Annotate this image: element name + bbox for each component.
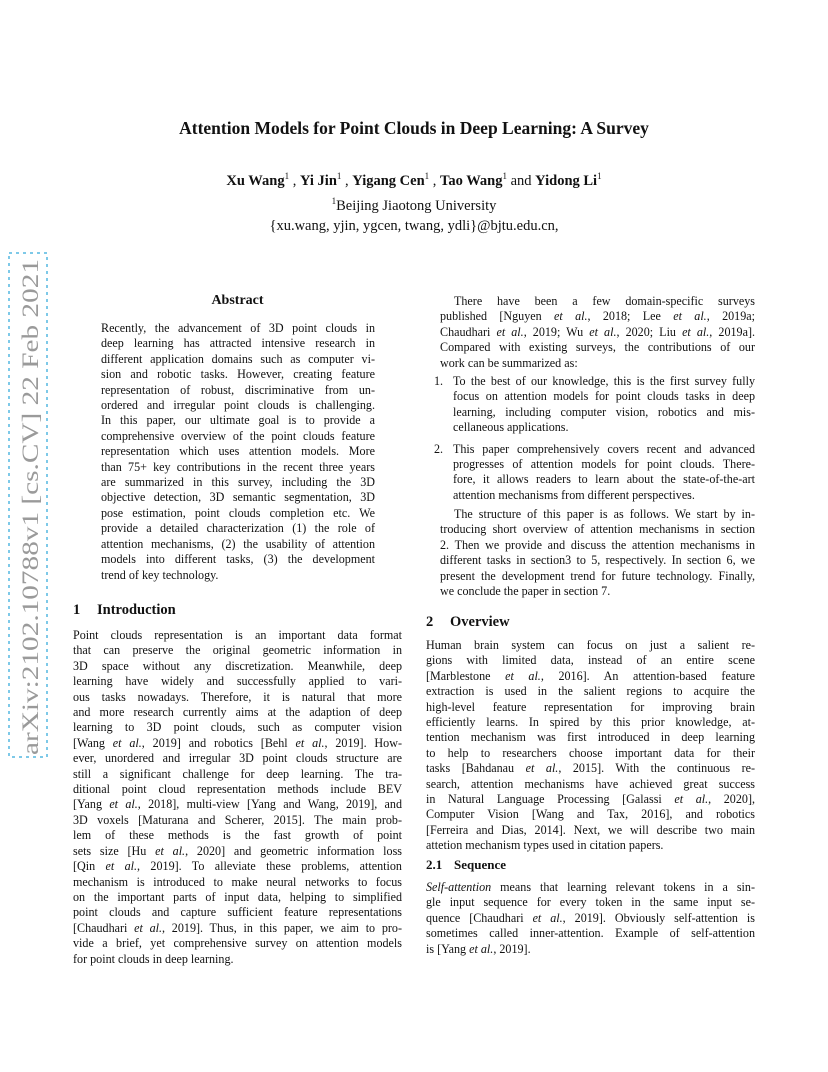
arxiv-stamp	[6, 250, 50, 760]
abstract-text: Recently, the advancement of 3D point clouds in deep learning has attracted intensive research in different application domains such as computer vi- sion and robotic tasks. However, creating feature representation of robust, discriminative from un- ordered and irregular point clouds is challenging. In this paper, our ultimate goal is to provide a comprehensive overview of the point clouds feature representation which uses attention models. More than 75+ key contributions in the recent three years are summarized in this survey, including the 3D objective detection, 3D semantic segmentation, 3D pose estimation, point clouds completion etc. We provide a detailed characterization (1) the role of attention mechanisms, (2) the usability of attention models into different tasks, (3) the development trend of key technology.	[101, 321, 375, 582]
contributions-list	[426, 374, 755, 509]
sequence-heading	[426, 857, 506, 873]
author-name: Yidong Li	[535, 173, 598, 189]
author-affiliation-marker: 1	[502, 171, 507, 181]
section-title: Introduction	[97, 602, 176, 618]
author-affiliation-marker: 1	[424, 171, 430, 181]
section-title: Overview	[450, 614, 510, 630]
abstract-heading: Abstract	[211, 293, 264, 308]
surveys-text: There have been a few domain-specific surveys published [Nguyen et al., 2018; Lee et al., 2019a; Chaudhari et al., 2019; Wu et al., 2020; Liu et al., 2019a]. Compared with existing surveys, the contributions of our work can be summarized as:	[440, 294, 755, 370]
list-item-text: This paper comprehensively covers recent and advanced progresses of attention models for point clouds. There- fore, it allows readers to learn about the state-of-the-art attention mechanisms from different perspectives.	[453, 441, 755, 502]
affiliation-marker: 1	[331, 196, 337, 206]
author-name: Yigang Cen	[352, 173, 425, 189]
list-item-number: 2.	[434, 441, 444, 456]
author-name: Yi Jin	[299, 173, 337, 189]
list-item-number: 1.	[434, 374, 444, 388]
subsection-title: Sequence	[454, 857, 506, 872]
section-number: 2	[426, 614, 434, 630]
introduction-heading	[73, 602, 176, 619]
author-separator: ,	[289, 173, 300, 189]
author-affiliation-marker: 1	[597, 171, 602, 181]
author-name: Tao Wang	[440, 173, 503, 189]
author-name: Xu Wang	[226, 173, 285, 189]
surveys-paragraph	[426, 294, 755, 371]
overview-heading	[426, 614, 510, 631]
sequence-text: Self-attention means that learning relevant tokens in a sin- gle input sequence for every token in the same input se- quence [Chaudhari et al., 2019]. Obviously self-attention is sometimes called inner-attention. Example of self-attention is [Yang et al., 2019].	[426, 880, 755, 956]
paper-title: Attention Models for Point Clouds in Deep Learning: A Survey	[179, 118, 649, 138]
author-separator: ,	[429, 173, 441, 189]
author-affiliation-marker: 1	[336, 171, 342, 181]
affiliation-name: Beijing Jiaotong University	[336, 198, 497, 214]
author-separator: and	[506, 173, 536, 189]
list-item	[426, 442, 755, 504]
stamp-text: arXiv:2102.10788v1 [cs.CV] 22 Feb 2021	[18, 356, 44, 755]
introduction-text: Point clouds representation is an important data format that can preserve the original geometric information in 3D space without any discretization. Meanwhile, deep learning have widely and successfully applied to vari- ous tasks nowadays. Therefore, it is natural that more and more research currently aims at the adaption of deep learning to 3D point clouds, such as computer vision [Wang et al., 2019] and robotics [Behl et al., 2019]. How- ever, unordered and irregular 3D point clouds structure are still a significant challenge for deep learning. The tra- ditional point cloud representation methods include BEV [Yang et al., 2018], multi-view [Yang and Wang, 2019], and 3D voxels [Maturana and Scherer, 2015]. The main prob- lem of these methods is the fast growth of point sets size [Hu et al., 2020] and geometric information loss [Qin et al., 2019]. To alleviate these problems, attention mechanism is introduced to make neural networks to focus on the important parts of input data, helping to simplified point clouds and capture sufficient feature representations [Chaudhari et al., 2019]. Thus, in this paper, we aim to pro- vide a brief, yet comprehensive survey on attention models for point clouds in deep learning.	[73, 628, 402, 966]
author-list	[0, 171, 828, 190]
section-number: 1	[73, 602, 81, 618]
list-item-text: To the best of our knowledge, this is the first survey fully focus on attention models for point clouds tasks in deep learning, including computer vision, robotics and mis- cellaneous applications.	[453, 374, 755, 435]
author-separator: ,	[341, 173, 353, 189]
structure-paragraph	[426, 507, 755, 599]
author-emails: {xu.wang, yjin, ygcen, twang, ydli}@bjtu.edu.cn,	[269, 218, 559, 234]
overview-text: Human brain system can focus on just a salient re- gions with limited data, instead of an entire scene [Marblestone et al., 2016]. An attention-based feature extraction is used in the salient regions to acquire the high-level feature representation for improving brain efficiently learns. In spired by this prior knowledge, at- tention mechanism was first introduced in deep learning to help to researchers choose important data for their tasks [Bahdanau et al., 2015]. With the continuous re- search, attention mechanisms have achieved great success in Natural Language Processing [Galassi et al., 2020], Computer Vision [Wang and Tax, 2016], and robotics [Ferreira and Dias, 2014]. Next, we will describe two main attetion mechanism types used in citation papers.	[426, 638, 755, 853]
author-affiliation-marker: 1	[284, 171, 290, 181]
list-item	[426, 374, 755, 436]
affiliation	[0, 196, 828, 215]
structure-text: The structure of this paper is as follows. We start by in- troducing short overview of attention mechanisms in section 2. Then we provide and discuss the attention mechanisms in different tasks in section3 to 5, respectively. In section 6, we present the development trend for future technology. Finally, we conclude the paper in section 7.	[440, 507, 755, 599]
abstract-body	[101, 321, 375, 583]
introduction-body	[73, 628, 402, 967]
overview-body	[426, 638, 755, 854]
arxiv-stamp-graphic	[6, 250, 50, 760]
sequence-body	[426, 880, 755, 957]
subsection-number: 2.1	[426, 857, 443, 872]
